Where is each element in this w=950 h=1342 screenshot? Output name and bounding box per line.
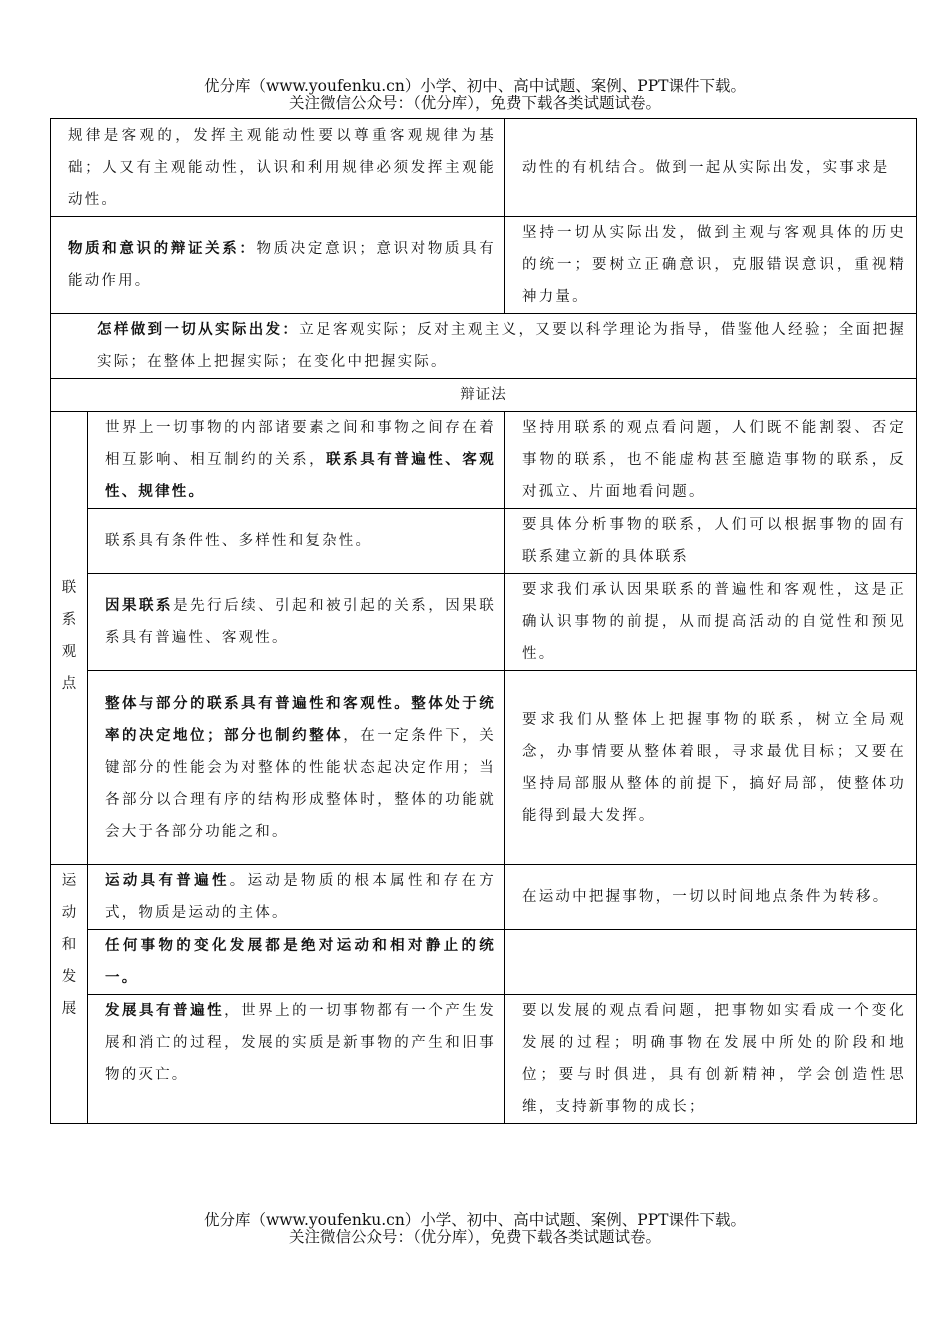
cell-right: 要以发展的观点看问题，把事物如实看成一个变化发展的过程；明确事物在发展中所处的阶段和地位；要与时俱进，具有创新精神，学会创造性思维，支持新事物的成长；: [505, 995, 917, 1124]
cell-right: 要具体分析事物的联系，人们可以根据事物的固有联系建立新的具体联系: [505, 509, 917, 574]
cell-right: 要求我们从整体上把握事物的联系，树立全局观念，办事情要从整体着眼，寻求最优目标；又要在坚持局部服从整体的前提下，搞好局部，使整体功能得到最大发挥。: [505, 671, 917, 865]
cell-right: 动性的有机结合。做到一起从实际出发，实事求是: [505, 119, 917, 217]
philosophy-table: [50, 118, 917, 1124]
cell-left: 因果联系是先行后续、引起和被引起的关系，因果联系具有普遍性、客观性。: [88, 574, 505, 671]
group-label-motion: 运 动 和 发 展: [51, 865, 88, 1124]
table-row: [51, 995, 917, 1124]
table-row: [51, 574, 917, 671]
table-row: [51, 671, 917, 865]
bold-term: 联系具有普遍性、客观性、规律性。: [105, 452, 496, 500]
table-row: [51, 379, 917, 412]
table-row: [51, 509, 917, 574]
footer-line-1: 优分库（www.youfenku.cn）小学、初中、高中试题、案例、PPT课件下载。: [203, 1211, 747, 1229]
cell-right: [505, 930, 917, 995]
table-row: [51, 412, 917, 509]
page-header: [0, 78, 950, 112]
page-footer: [0, 1212, 950, 1246]
bold-term: 任何事物的变化发展都是绝对运动和相对静止的统一。: [105, 938, 496, 986]
section-title: 辩证法: [51, 379, 917, 412]
cell-full: 怎样做到一切从实际出发：立足客观实际；反对主观主义，又要以科学理论为指导，借鉴他人经验；全面把握实际；在整体上把握实际；在变化中把握实际。: [51, 314, 917, 379]
cell-right: 要求我们承认因果联系的普遍性和客观性，这是正确认识事物的前提，从而提高活动的自觉性和预见性。: [505, 574, 917, 671]
bold-term: 运动具有普遍性: [105, 873, 230, 889]
group-label-connection: 联 系 观 点: [51, 412, 88, 865]
bold-term: 物质和意识的辩证关系：: [68, 241, 257, 257]
cell-left: 整体与部分的联系具有普遍性和客观性。整体处于统率的决定地位；部分也制约整体，在一定条件下，关键部分的性能会为对整体的性能状态起决定作用；当各部分以合理有序的结构形成整体时，整体的功能就会大于各部分功能之和。: [88, 671, 505, 865]
cell-left: 发展具有普遍性，世界上的一切事物都有一个产生发展和消亡的过程，发展的实质是新事物的产生和旧事物的灭亡。: [88, 995, 505, 1124]
bold-term: 整体与部分的联系具有普遍性和客观性。整体处于统率的决定地位；部分也制约整体: [105, 695, 496, 744]
table-row: [51, 217, 917, 314]
cell-right: 坚持用联系的观点看问题，人们既不能割裂、否定事物的联系，也不能虚构甚至臆造事物的联系，反对孤立、片面地看问题。: [505, 412, 917, 509]
table-row: [51, 314, 917, 379]
bold-term: 怎样做到一切从实际出发：: [97, 322, 300, 338]
table-row: [51, 865, 917, 930]
cell-left: 联系具有条件性、多样性和复杂性。: [88, 509, 505, 574]
cell-left: 规律是客观的，发挥主观能动性要以尊重客观规律为基础；人又有主观能动性，认识和利用规律必须发挥主观能动性。: [51, 119, 505, 217]
table-row: [51, 930, 917, 995]
header-line-1: 优分库（www.youfenku.cn）小学、初中、高中试题、案例、PPT课件下载。: [203, 77, 747, 95]
footer-line-2: 关注微信公众号：（优分库），免费下载各类试题试卷。: [288, 1228, 661, 1246]
table-row: [51, 119, 917, 217]
cell-left: 世界上一切事物的内部诸要素之间和事物之间存在着相互影响、相互制约的关系，联系具有普遍性、客观性、规律性。: [88, 412, 505, 509]
cell-left: 物质和意识的辩证关系：物质决定意识；意识对物质具有能动作用。: [51, 217, 505, 314]
header-line-2: 关注微信公众号：（优分库），免费下载各类试题试卷。: [288, 94, 661, 112]
cell-right: 坚持一切从实际出发，做到主观与客观具体的历史的统一；要树立正确意识，克服错误意识，重视精神力量。: [505, 217, 917, 314]
bold-term: 发展具有普遍性: [105, 1003, 225, 1019]
cell-left: [88, 930, 505, 995]
cell-left: 运动具有普遍性。运动是物质的根本属性和存在方式，物质是运动的主体。: [88, 865, 505, 930]
cell-right: 在运动中把握事物，一切以时间地点条件为转移。: [505, 865, 917, 930]
bold-term: 因果联系: [105, 598, 174, 614]
